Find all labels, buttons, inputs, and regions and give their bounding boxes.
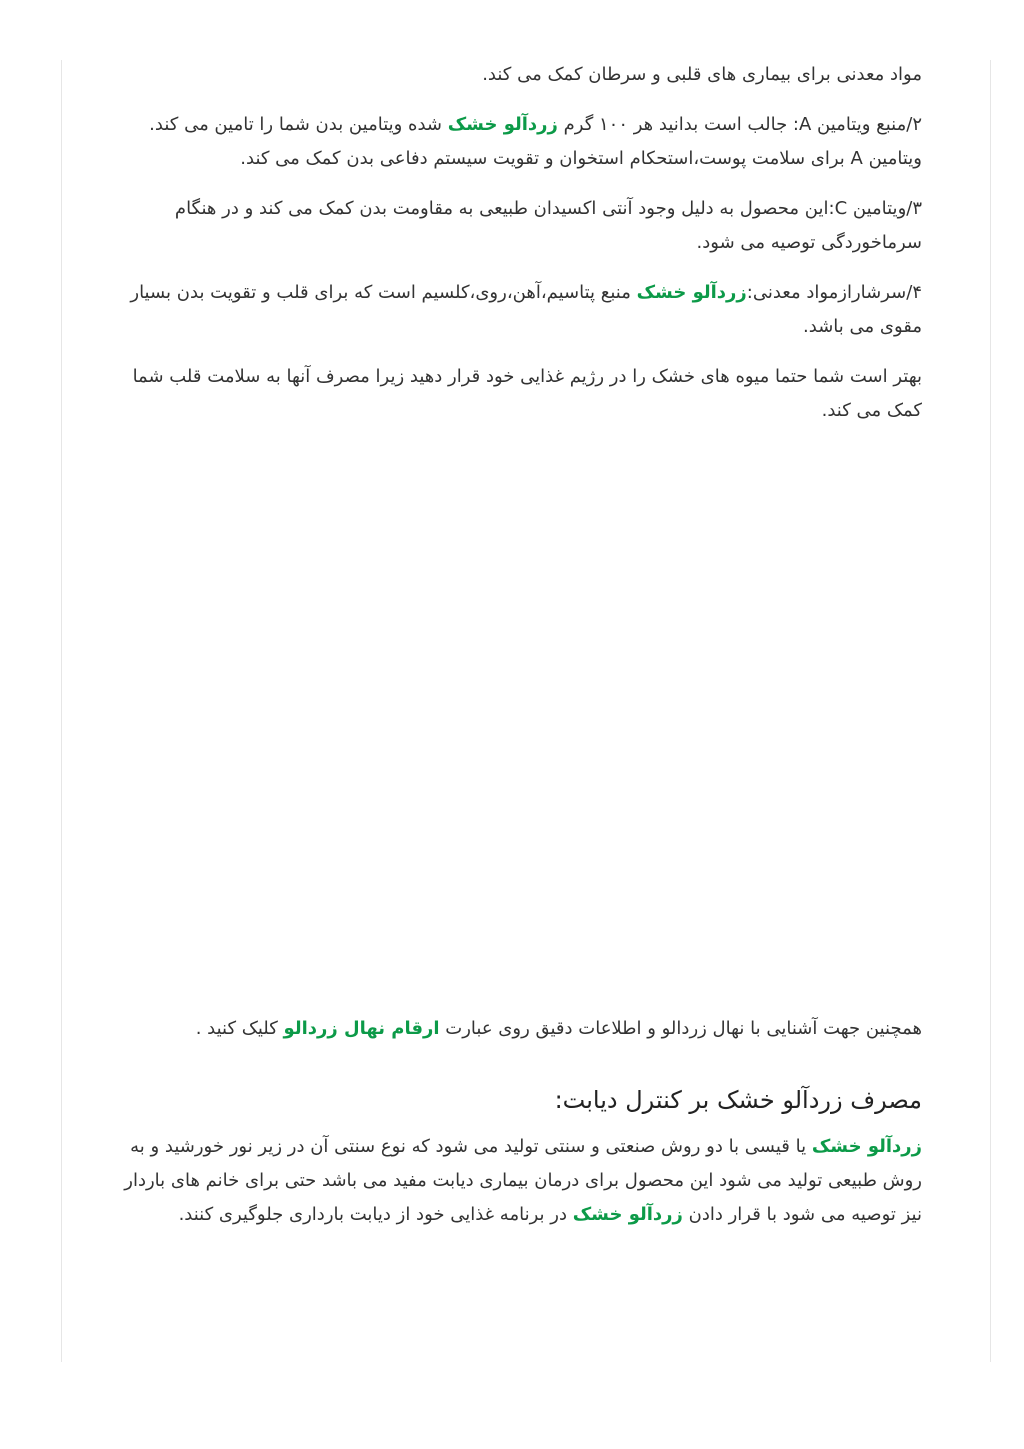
paragraph-text: کلیک کنید . bbox=[195, 1018, 284, 1039]
link-apricot-seedling-varieties[interactable]: ارقام نهال زردالو bbox=[283, 1018, 440, 1039]
paragraph-text: یا قیسی با دو روش صنعتی و سنتی تولید می شود که نوع سنتی آن در زیر نور خورشید و به روش طبیعی تولید می شود این محصول برای درمان بیماری دیابت مفید می باشد حتی برای خانم های باردار نیز توصیه می شود با قرار دادن bbox=[124, 1136, 922, 1225]
paragraph-text: ۴/سرشارازمواد معدنی: bbox=[746, 282, 922, 303]
blank-space bbox=[122, 444, 922, 1012]
paragraph-minerals-intro: مواد معدنی برای بیماری های قلبی و سرطان کمک می کند. bbox=[482, 64, 922, 85]
paragraph-text: همچنین جهت آشنایی با نهال زردالو و اطلاعات دقیق روی عبارت bbox=[439, 1018, 922, 1039]
paragraph-vitamin-a bbox=[122, 108, 922, 176]
keyword-link-dried-apricot[interactable]: زردآلو خشک bbox=[636, 282, 747, 303]
content-border-right bbox=[990, 60, 991, 1362]
paragraph-text: ۲/منبع ویتامین A: جالب است بدانید هر ۱۰۰ گرم bbox=[557, 114, 922, 135]
keyword-link-dried-apricot[interactable]: زردآلو خشک bbox=[572, 1204, 683, 1225]
keyword-link-dried-apricot[interactable]: زردآلو خشک bbox=[447, 114, 558, 135]
paragraph-diabetes bbox=[122, 1130, 922, 1232]
paragraph-text: منبع پتاسیم،آهن،روی،کلسیم است که برای قلب و تقویت بدن بسیار مقوی می باشد. bbox=[130, 282, 922, 337]
paragraph-seedling-varieties bbox=[122, 1012, 922, 1046]
paragraph-text: شده ویتامین بدن شما را تامین می کند. ویتامین A برای سلامت پوست،استحکام استخوان و تقویت سیستم دفاعی بدن کمک می کند. bbox=[149, 114, 922, 169]
content-border-left bbox=[61, 60, 62, 1362]
section-heading-diabetes: مصرف زردآلو خشک بر کنترل دیابت: bbox=[554, 1086, 922, 1114]
keyword-link-dried-apricot[interactable]: زردآلو خشک bbox=[811, 1136, 922, 1157]
paragraph-text: در برنامه غذایی خود از دیابت بارداری جلوگیری کنند. bbox=[178, 1204, 573, 1225]
paragraph-dried-fruits-advice: بهتر است شما حتما میوه های خشک را در رژیم غذایی خود قرار دهید زیرا مصرف آنها به سلامت قلب شما کمک می کند. bbox=[132, 366, 922, 421]
article-body bbox=[122, 58, 922, 1248]
paragraph-minerals bbox=[122, 276, 922, 344]
paragraph-vitamin-c: ۳/ویتامین C:این محصول به دلیل وجود آنتی اکسیدان طبیعی به مقاومت بدن کمک می کند و در هنگام سرماخوردگی توصیه می شود. bbox=[174, 198, 922, 253]
